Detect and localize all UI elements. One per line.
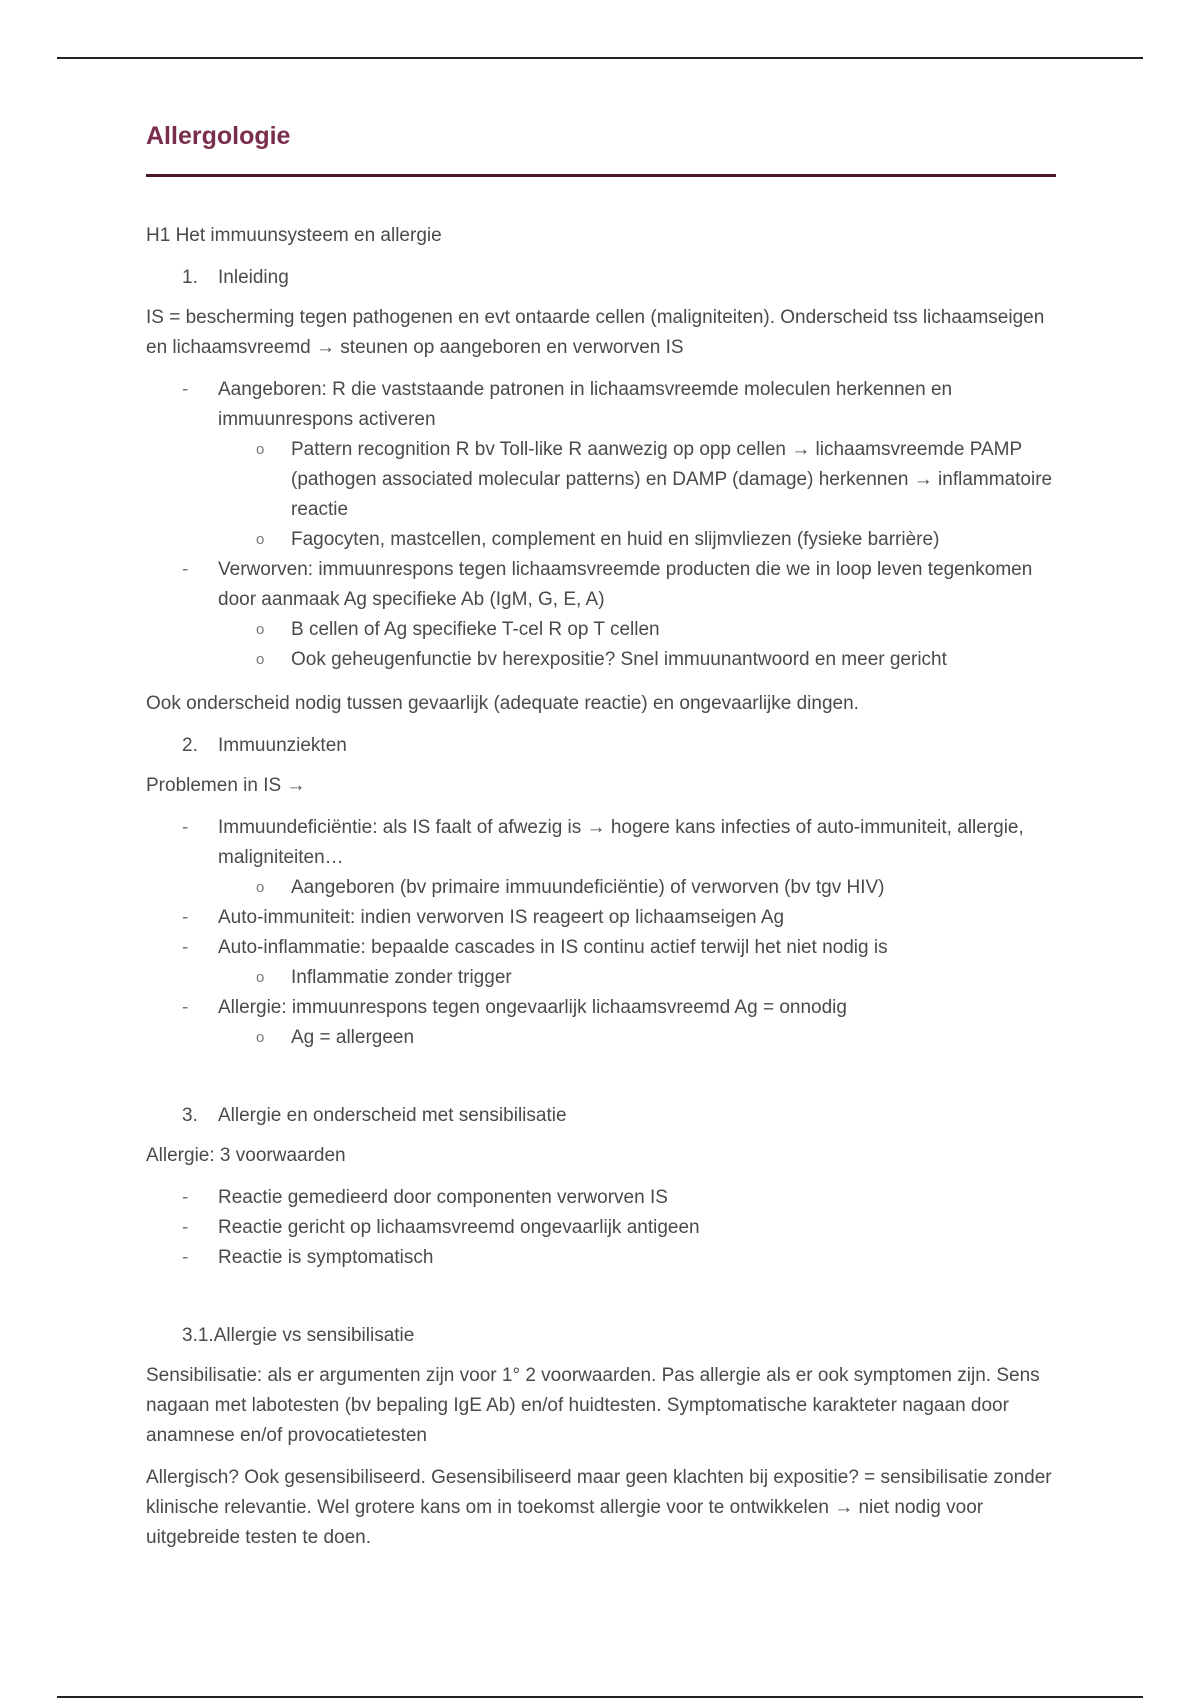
list-item: - Reactie is symptomatisch [146,1243,1056,1273]
section-label: Allergie vs sensibilisatie [213,1325,415,1346]
dash-bullet: - [182,997,189,1018]
section-number: 1. [182,267,198,288]
list-voorwaarden [146,1183,1056,1273]
document-body [146,120,1056,1565]
page-bottom-rule [57,1696,1143,1698]
dash-bullet: - [182,817,189,838]
sub-list-item: o Aangeboren (bv primaire immuundeficiëntie) of verworven (bv tgv HIV) [146,873,1056,903]
section-heading-3 [146,1101,1056,1131]
chapter-heading: H1 Het immuunsysteem en allergie [146,225,442,246]
list-item: - Allergie: immuunrespons tegen ongevaarlijk lichaamsvreemd Ag = onnodig [146,993,1056,1023]
circle-bullet: o [256,651,265,668]
sub-list-item: o Ag = allergeen [146,1023,1056,1053]
section-number: 3.1. [182,1325,214,1346]
paragraph-onderscheid: Ook onderscheid nodig tussen gevaarlijk (adequate reactie) en ongevaarlijke dingen. [146,693,859,714]
circle-bullet: o [256,531,265,548]
list-item: - Verworven: immuunrespons tegen lichaamsvreemde producten die we in loop leven tegenkomen door aanmaak Ag specifieke Ab (IgM, G, E, A) [146,555,1056,615]
circle-bullet: o [256,621,265,638]
dash-bullet: - [182,1217,189,1238]
document-title: Allergologie [146,122,291,150]
list-item: - Immuundeficiëntie: als IS faalt of afwezig is → hogere kans infecties of auto-immuniteit, allergie, maligniteiten… [146,813,1056,873]
dash-bullet: - [182,907,189,928]
list-item: - Reactie gemedieerd door componenten verworven IS [146,1183,1056,1213]
circle-bullet: o [256,441,265,458]
section-number: 3. [182,1105,198,1126]
section-number: 2. [182,735,198,756]
dash-bullet: - [182,1247,189,1268]
spacer [146,1067,1056,1089]
section-label: Immuunziekten [218,735,347,756]
sub-list-item: o Inflammatie zonder trigger [146,963,1056,993]
page-top-rule [57,57,1143,59]
list-inleiding [146,375,1056,675]
circle-bullet: o [256,969,265,986]
sub-list-item: o Ook geheugenfunctie bv herexpositie? Snel immuunantwoord en meer gericht [146,645,1056,675]
section-heading-1 [146,263,1056,293]
list-item: - Auto-immuniteit: indien verworven IS reageert op lichaamseigen Ag [146,903,1056,933]
list-item: - Reactie gericht op lichaamsvreemd ongevaarlijk antigeen [146,1213,1056,1243]
list-immuunziekten [146,813,1056,1053]
list-item: - Auto-inflammatie: bepaalde cascades in IS continu actief terwijl het niet nodig is [146,933,1056,963]
sub-list-item: o B cellen of Ag specifieke T-cel R op T cellen [146,615,1056,645]
section-label: Inleiding [218,267,289,288]
paragraph-allergisch: Allergisch? Ook gesensibiliseerd. Gesensibiliseerd maar geen klachten bij expositie? = sensibilisatie zonder klinische relevantie. Wel grotere kans om in toekomst allergie voor te ontwikkelen → niet nodig voor uitgebreide testen te doen. [146,1467,1052,1548]
dash-bullet: - [182,1187,189,1208]
paragraph-problemen: Problemen in IS → [146,775,306,796]
sub-list-item: o Fagocyten, mastcellen, complement en huid en slijmvliezen (fysieke barrière) [146,525,1056,555]
section-heading-2 [146,731,1056,761]
sub-list-item: o Pattern recognition R bv Toll-like R aanwezig op opp cellen → lichaamsvreemde PAMP (pathogen associated molecular patterns) en DAMP (damage) herkennen → inflammatoire reactie [146,435,1056,525]
dash-bullet: - [182,937,189,958]
title-underline [146,174,1056,177]
dash-bullet: - [182,379,189,400]
section-heading-3-1 [146,1321,1056,1351]
paragraph-voorwaarden: Allergie: 3 voorwaarden [146,1145,346,1166]
list-item: - Aangeboren: R die vaststaande patronen in lichaamsvreemde moleculen herkennen en immuunrespons activeren [146,375,1056,435]
dash-bullet: - [182,559,189,580]
section-label: Allergie en onderscheid met sensibilisatie [218,1105,567,1126]
paragraph-intro: IS = bescherming tegen pathogenen en evt ontaarde cellen (maligniteiten). Onderscheid tss lichaamseigen en lichaamsvreemd → steunen op aangeboren en verworven IS [146,307,1045,358]
circle-bullet: o [256,1029,265,1046]
circle-bullet: o [256,879,265,896]
paragraph-sensibilisatie: Sensibilisatie: als er argumenten zijn voor 1° 2 voorwaarden. Pas allergie als er ook symptomen zijn. Sens nagaan met labotesten (bv bepaling IgE Ab) en/of huidtesten. Symptomatische karakteter nagaan door anamnese en/of provocatietesten [146,1365,1040,1446]
spacer [146,1287,1056,1309]
